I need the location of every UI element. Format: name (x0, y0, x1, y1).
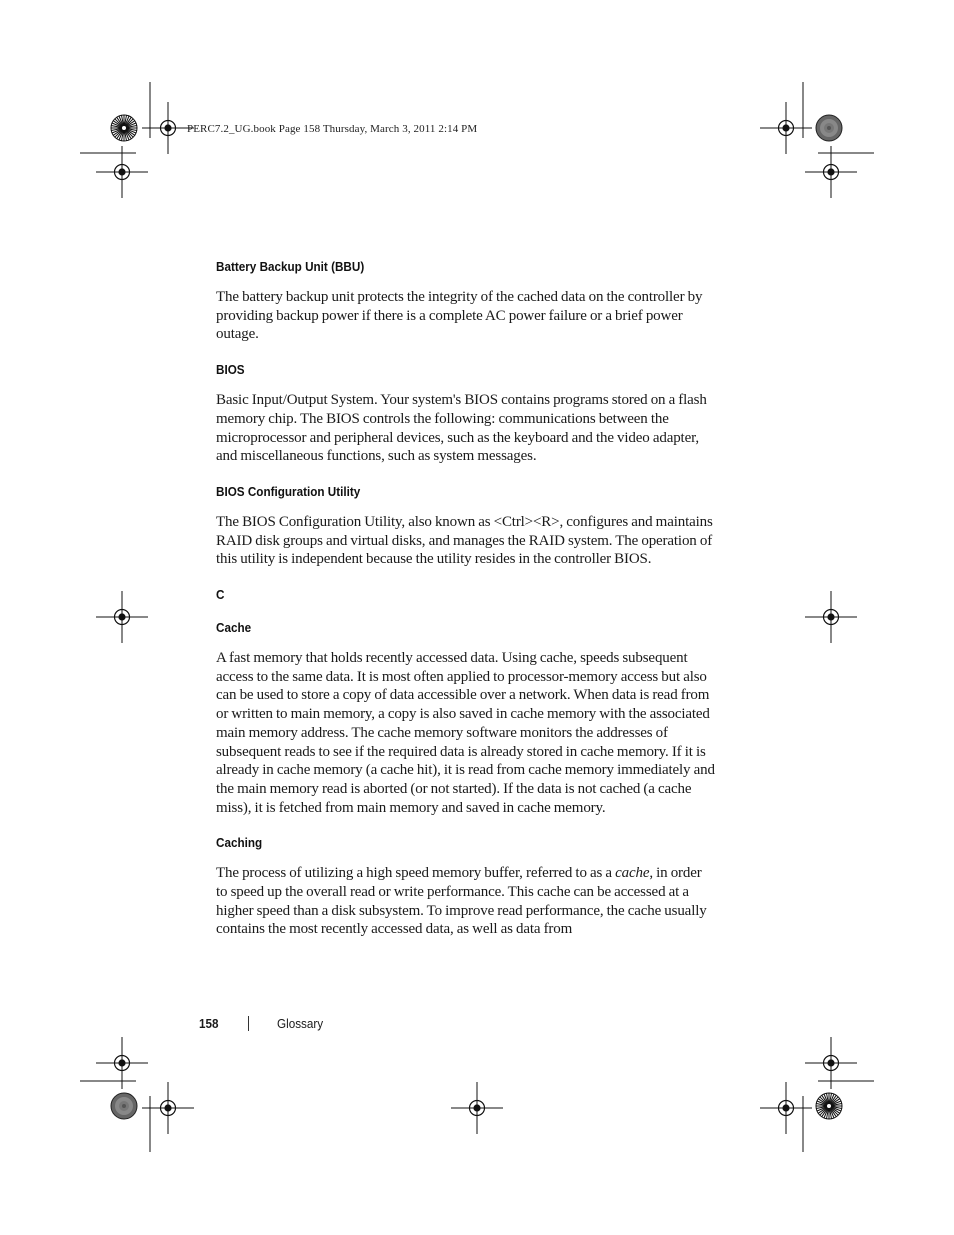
glossary-body (216, 259, 716, 939)
book-slug-line: PERC7.2_UG.book Page 158 Thursday, March 3, 2011 2:14 PM (187, 123, 478, 135)
term-heading: Battery Backup Unit (BBU) (216, 259, 365, 274)
term-heading: Cache (216, 620, 252, 636)
term-heading: BIOS (216, 362, 245, 378)
term-definition: Basic Input/Output System. Your system's BIOS contains programs stored on a flash memory chip. The BIOS controls the following: communications between the microprocessor and peripheral devices, such as the keyboard and the video adapter, and miscellaneous functions, such as system messages. (216, 392, 707, 465)
definition-text: The process of utilizing a high speed memory buffer, referred to as a (216, 865, 616, 882)
term-definition: The BIOS Configuration Utility, also known as <Ctrl><R>, configures and maintains RAID disk groups and virtual disks, and manages the RAID system. The operation of this utility is independent because the utility resides in the controller BIOS. (216, 513, 713, 568)
term-definition (216, 864, 716, 939)
emphasized-term: cache (615, 865, 650, 882)
footer-divider (248, 1016, 249, 1031)
term-definition: The battery backup unit protects the integrity of the cached data on the controller by providing backup power if there is a complete AC power failure or a brief power outage. (216, 289, 703, 343)
definition-text: , in order to speed up the overall read or write performance. This cache can be accessed at a higher speed than a disk subsystem. To improve read performance, the cache usually contains the most recently accessed data, as well as data from (216, 865, 707, 938)
page-number: 158 (199, 1016, 219, 1031)
term-heading: BIOS Configuration Utility (216, 483, 361, 499)
running-footer-title: Glossary (277, 1016, 324, 1031)
term-definition: A fast memory that holds recently accessed data. Using cache, speeds subsequent access to the same data. It is most often applied to processor-memory access but also can be used to store a copy of data accessible over a network. When data is read from or written to main memory, a copy is also saved in cache memory with the associated main memory address. The cache memory software monitors the addresses of subsequent reads to see if the required data is already stored in cache memory. If it is already in cache memory (a cache hit), it is read from cache memory immediately and the main memory read is aborted (or not started). If the data is not cached (a cache miss), it is fetched from main memory and saved in cache memory. (216, 650, 715, 816)
term-heading: Caching (216, 835, 263, 851)
section-letter: C (216, 587, 225, 603)
